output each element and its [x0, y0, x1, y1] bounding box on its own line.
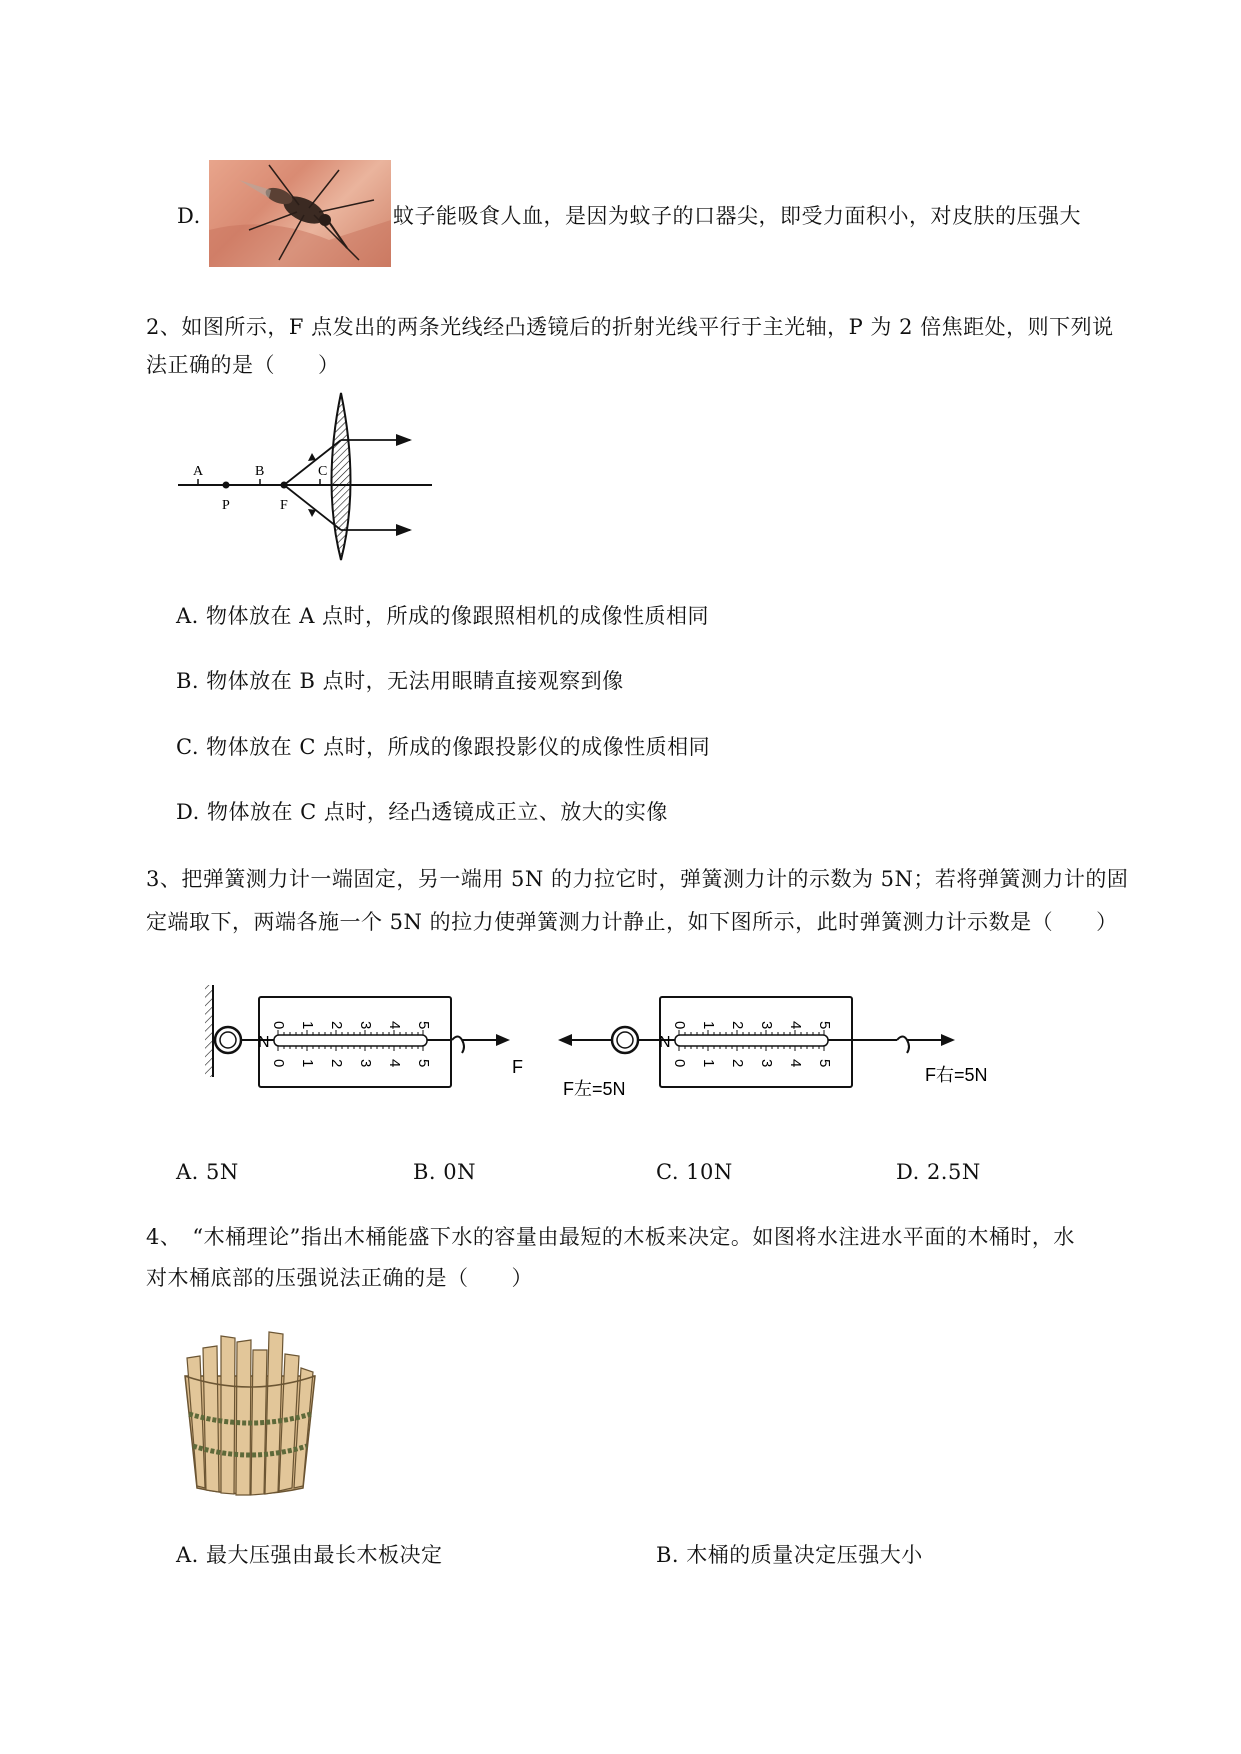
label-f: F [280, 498, 288, 513]
svg-text:2: 2 [328, 1021, 345, 1030]
svg-text:1: 1 [700, 1021, 717, 1030]
svg-text:3: 3 [758, 1021, 775, 1030]
q2-option-d: D. 物体放在 C 点时，经凸透镜成正立、放大的实像 [176, 800, 668, 824]
q3-stem-line2: 定端取下，两端各施一个 5N 的拉力使弹簧测力计静止，如下图所示，此时弹簧测力计示数是（ ） [146, 910, 1118, 934]
q3-option-b: B. 0N [413, 1160, 477, 1184]
svg-text:0: 0 [671, 1059, 688, 1068]
q4-option-a: A. 最大压强由最长木板决定 [176, 1543, 443, 1567]
q2-stem-line1: 2、如图所示，F 点发出的两条光线经凸透镜后的折射光线平行于主光轴，P 为 2 倍焦距处，则下列说 [146, 315, 1114, 339]
svg-text:2: 2 [328, 1059, 345, 1068]
left-ring [215, 1027, 241, 1053]
svg-text:1: 1 [700, 1059, 717, 1068]
svg-text:0: 0 [671, 1021, 688, 1030]
q3-option-d: D. 2.5N [896, 1160, 981, 1184]
q4-stem-line2: 对木桶底部的压强说法正确的是（ ） [146, 1266, 533, 1290]
force-left-label: F左=5N [563, 1079, 626, 1099]
q2-option-b: B. 物体放在 B 点时，无法用眼睛直接观察到像 [176, 669, 624, 693]
svg-text:4: 4 [386, 1021, 403, 1030]
right-ring [612, 1027, 638, 1053]
q3-option-a: A. 5N [176, 1160, 239, 1184]
svg-text:3: 3 [357, 1021, 374, 1030]
svg-text:4: 4 [787, 1021, 804, 1030]
q2-option-a: A. 物体放在 A 点时，所成的像跟照相机的成像性质相同 [176, 604, 710, 628]
label-c: C [318, 464, 328, 479]
q1-option-d-text: 蚊子能吸食人血，是因为蚊子的口器尖，即受力面积小，对皮肤的压强大 [393, 204, 1081, 228]
unit-n-right: N [659, 1034, 671, 1051]
svg-text:0: 0 [270, 1021, 287, 1030]
spring-scale-diagram [200, 985, 1020, 1100]
wooden-bucket-image [175, 1328, 325, 1498]
svg-text:4: 4 [787, 1059, 804, 1068]
label-p: P [222, 498, 230, 513]
wall [205, 985, 213, 1077]
q4-stem-line1: 4、 “木桶理论”指出木桶能盛下水的容量由最短的木板来决定。如图将水注进水平面的木桶时，水 [146, 1225, 1075, 1249]
svg-text:2: 2 [729, 1059, 746, 1068]
point-p [223, 482, 230, 489]
q4-option-b: B. 木桶的质量决定压强大小 [656, 1543, 923, 1567]
q3-stem-line1: 3、把弹簧测力计一端固定，另一端用 5N 的力拉它时，弹簧测力计的示数为 5N；若将弹簧测力计的固 [146, 867, 1129, 891]
label-a: A [193, 464, 204, 479]
svg-text:5: 5 [415, 1059, 432, 1068]
svg-text:3: 3 [357, 1059, 374, 1068]
force-f-label: F [512, 1057, 523, 1077]
svg-text:4: 4 [386, 1059, 403, 1068]
svg-text:5: 5 [816, 1059, 833, 1068]
force-right-label: F右=5N [925, 1065, 988, 1085]
svg-text:0: 0 [270, 1059, 287, 1068]
convex-lens [332, 393, 351, 560]
svg-text:5: 5 [816, 1021, 833, 1030]
lens-diagram [170, 385, 440, 565]
svg-text:5: 5 [415, 1021, 432, 1030]
svg-text:2: 2 [729, 1021, 746, 1030]
q2-option-c: C. 物体放在 C 点时，所成的像跟投影仪的成像性质相同 [176, 735, 711, 759]
mosquito-image [209, 160, 391, 267]
label-b: B [255, 464, 265, 479]
svg-text:1: 1 [299, 1021, 316, 1030]
q2-stem-line2: 法正确的是（ ） [146, 353, 340, 377]
svg-text:1: 1 [299, 1059, 316, 1068]
q3-option-c: C. 10N [656, 1160, 733, 1184]
svg-text:3: 3 [758, 1059, 775, 1068]
q1-option-d-label: D. [177, 204, 201, 228]
unit-n-left: N [258, 1034, 270, 1051]
